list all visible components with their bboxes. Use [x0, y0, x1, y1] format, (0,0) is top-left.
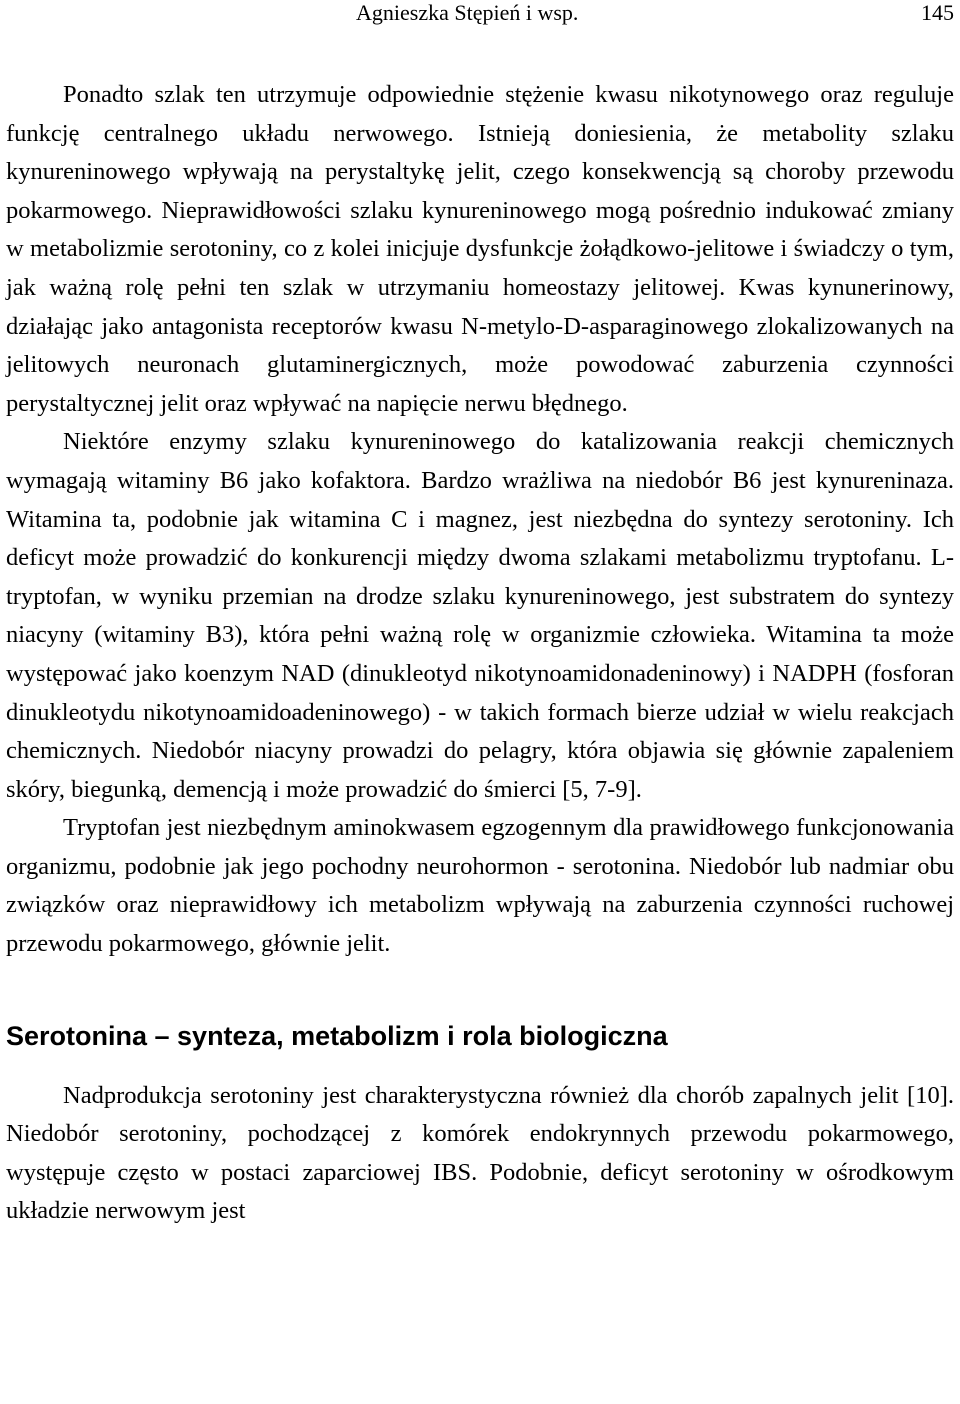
document-page — [6, 0, 954, 1231]
page-number: 145 — [921, 0, 954, 25]
section-heading: Serotonina – synteza, metabolizm i rola biologiczna — [6, 1020, 668, 1051]
paragraph-serotonin: Nadprodukcja serotoniny jest charakterystyczna również dla chorób zapalnych jelit [10]. Niedobór serotoniny, pochodzącej z komórek endokrynnych przewodu pokarmowego, występuje często w postaci zaparciowej IBS. Podobnie, deficyt serotoniny w ośrodkowym układzie nerwowym jest — [6, 1081, 954, 1225]
paragraph-vitamin-b6: Niektóre enzymy szlaku kynureninowego do katalizowania reakcji chemicznych wymagają witaminy B6 jako kofaktora. Bardzo wrażliwa na niedobór B6 jest kynureninaza. Witamina ta, podobnie jak witamina C i magnez, jest niezbędna do syntezy serotoniny. Ich deficyt może prowadzić do konkurencji między dwoma szlakami metabolizmu tryptofanu. L-tryptofan, w wyniku przemian na drodze szlaku kynureninowego, jest substratem do syntezy niacyny (witaminy B3), która pełni ważną rolę w organizmie człowieka. Witamina ta może występować jako koenzym NAD (dinukleotyd nikotynoamidonadeninowy) i NADPH (fosforan dinukleotydu nikotynoamidoadeninowego) - w takich formach bierze udział w wielu reakcjach chemicznych. Niedobór niacyny prowadzi do pelagry, która objawia się głównie zapaleniem skóry, biegunką, demencją i może prowadzić do śmierci [5, 7-9]. — [6, 428, 954, 803]
paragraph-tryptophan: Tryptofan jest niezbędnym aminokwasem egzogennym dla prawidłowego funkcjonowania organizmu, podobnie jak jego pochodny neurohormon - serotonina. Niedobór lub nadmiar obu związków oraz nieprawidłowy ich metabolizm wpływają na zaburzenia czynności ruchowej przewodu pokarmowego, głównie jelit. — [6, 814, 954, 958]
running-header-authors: Agnieszka Stępień i wsp. — [356, 0, 579, 25]
running-header — [6, 0, 954, 40]
paragraph-kynurenine-pathway: Ponadto szlak ten utrzymuje odpowiednie stężenie kwasu nikotynowego oraz reguluje funkcję centralnego układu nerwowego. Istnieją doniesienia, że metabolity szlaku kynureninowego wpływają na perystaltykę jelit, czego konsekwencją są choroby przewodu pokarmowego. Nieprawidłowości szlaku kynureninowego mogą pośrednio indukować zmiany w metabolizmie serotoniny, co z kolei inicjuje dysfunkcje żołądkowo-jelitowe i świadczy o tym, jak ważną rolę pełni ten szlak w utrzymaniu homeostazy jelitowej. Kwas kynunerinowy, działając jako antagonista receptorów kwasu N-metylo-D-asparaginowego zlokalizowanych na jelitowych neuronach glutaminergicznych, może powodować zaburzenia czynności perystaltycznej jelit oraz wpływać na napięcie nerwu błędnego. — [6, 81, 954, 417]
